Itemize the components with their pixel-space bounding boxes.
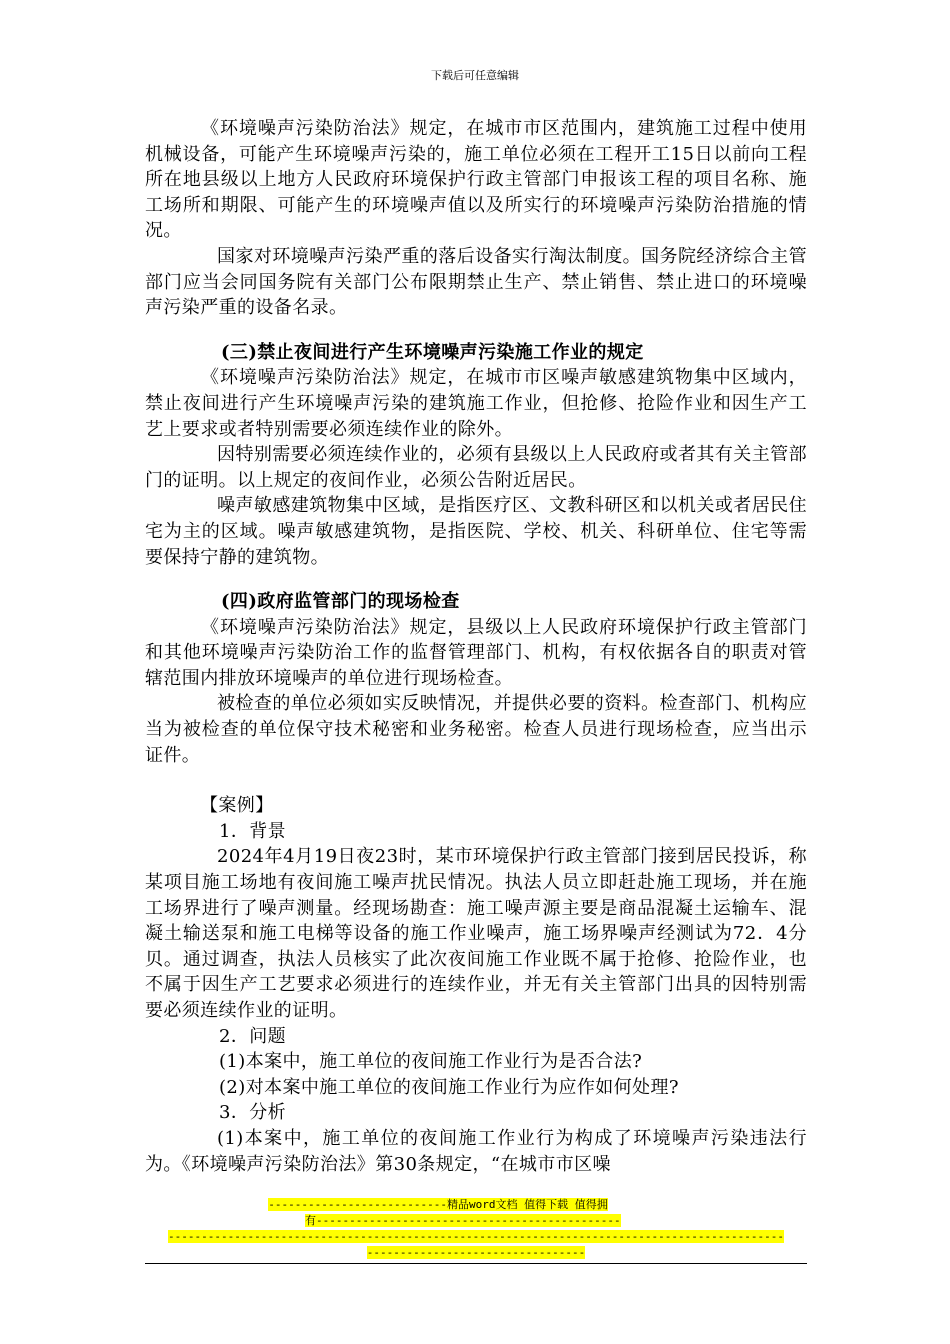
footer-line-2: 有---------------------------------------------- [305,1214,621,1227]
section-heading-night-work: (三)禁止夜间进行产生环境噪声污染施工作业的规定 [221,341,644,363]
paragraph-case-background: 2024年4月19日夜23时，某市环境保护行政主管部门接到居民投诉，称某项目施工场地有夜间施工噪声扰民情况。执法人员立即赶赴施工现场，并在施工场界进行了噪声测量。经现场勘查：施工噪声源主要是商品混凝土运输车、混凝土输送泵和施工电梯等设备的施工作业噪声，施工场界噪声经测试为72．4分贝。通过调查，执法人员核实了此次夜间施工作业既不属于抢修、抢险作业，也不属于因生产工艺要求必须进行的连续作业，并无有关主管部门出具的因特别需要必须连续作业的证明。 [145,846,807,1021]
footer-line-4: --------------------------------- [366,1246,586,1259]
paragraph-noise-reporting: 《环境噪声污染防治法》规定，在城市市区范围内，建筑施工过程中使用机械设备，可能产生环境噪声污染的，施工单位必须在工程开工15日以前向工程所在地县级以上地方人民政府环境保护行政主管部门申报该工程的项目名称、施工场所和期限、可能产生的环境噪声值以及所实行的环境噪声污染防治措施的情况。 [145,118,807,242]
case-question-1: (1)本案中，施工单位的夜间施工作业行为是否合法? [219,1051,643,1073]
footer-line-1: ---------------------------精品word文档 值得下载 值得拥 [268,1198,608,1211]
paragraph-night-prohibition: 《环境噪声污染防治法》规定，在城市市区噪声敏感建筑物集中区域内，禁止夜间进行产生环境噪声污染的建筑施工作业，但抢修、抢险作业和因生产工艺上要求或者特别需要必须连续作业的除外。 [145,367,807,440]
paragraph-case-analysis: (1)本案中，施工单位的夜间施工作业行为构成了环境噪声污染违法行为。《环境噪声污染防治法》第30条规定，“在城市市区噪 [145,1127,807,1175]
page-header: 下载后可任意编辑 [431,69,519,82]
case-label: 【案例】 [200,795,274,817]
paragraph-sensitive-area: 噪声敏感建筑物集中区域，是指医疗区、文教科研区和以机关或者居民住宅为主的区域。噪声敏感建筑物，是指医院、学校、机关、科研单位、住宅等需要保持宁静的建筑物。 [145,495,807,568]
paragraph-inspection-duties: 被检查的单位必须如实反映情况，并提供必要的资料。检查部门、机构应当为被检查的单位保守技术秘密和业务秘密。检查人员进行现场检查，应当出示证件。 [145,693,807,766]
case-question-2: (2)对本案中施工单位的夜间施工作业行为应作如何处理? [219,1076,679,1098]
paragraph-equipment-elimination: 国家对环境噪声污染严重的落后设备实行淘汰制度。国务院经济综合主管部门应当会同国务院有关部门公布限期禁止生产、禁止销售、禁止进口的环境噪声污染严重的设备名录。 [145,245,807,319]
paragraph-inspection-rights: 《环境噪声污染防治法》规定，县级以上人民政府环境保护行政主管部门和其他环境噪声污染防治工作的监督管理部门、机构，有权依据各自的职责对管辖范围内排放环境噪声的单位进行现场检查。 [145,616,807,689]
case-background-heading: 1．背景 [219,820,287,842]
section-heading-inspection: (四)政府监管部门的现场检查 [221,591,460,613]
case-question-heading: 2．问题 [219,1025,287,1047]
document-body [145,116,807,1177]
footer-line-3: --------------------------------------------------------------------------------------------- [168,1230,784,1243]
case-analysis-heading: 3．分析 [219,1102,287,1124]
paragraph-special-need: 因特别需要必须连续作业的，必须有县级以上人民政府或者其有关主管部门的证明。以上规定的夜间作业，必须公告附近居民。 [145,444,807,491]
footer-rule [145,1263,807,1264]
footer-watermark [145,1197,807,1261]
